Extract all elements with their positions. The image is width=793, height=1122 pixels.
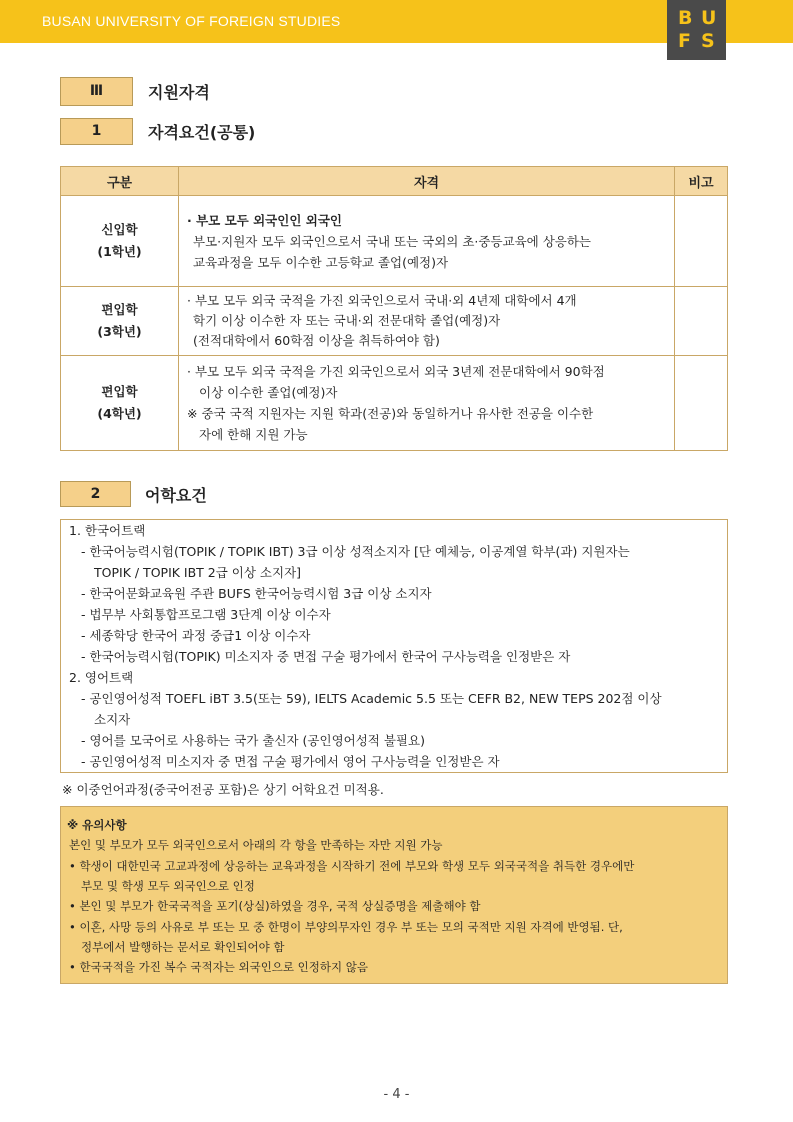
- qualification-cell: [179, 196, 675, 287]
- list-item: - 영어를 모국어로 사용하는 국가 출신자 (공인영어성적 불필요): [81, 733, 425, 748]
- header-category: 구분: [61, 167, 179, 196]
- category-cell: [61, 356, 179, 451]
- logo-letter: F: [678, 30, 691, 52]
- english-track-title: 2. 영어트랙: [69, 670, 134, 685]
- subsection-number-box: 1: [60, 118, 133, 145]
- list-item-continuation: 소지자: [94, 712, 131, 727]
- list-item-continuation: TOPIK / TOPIK IBT 2급 이상 소지자]: [94, 565, 302, 580]
- notice-item: • 본인 및 부모가 한국국적을 포기(상실)하였을 경우, 국적 상실증명을 제출해야 함: [69, 899, 481, 913]
- table-row: [61, 356, 728, 451]
- qualification-line: 학기 이상 이수한 자 또는 국내·외 전문대학 졸업(예정)자: [193, 313, 501, 328]
- notice-item-continuation: 정부에서 발행하는 문서로 확인되어야 함: [81, 940, 285, 954]
- category-label: 편입학: [101, 384, 138, 399]
- notice-box: [60, 806, 728, 984]
- qualification-line: · 부모 모두 외국인인 외국인: [187, 212, 342, 228]
- remarks-cell: [675, 356, 728, 451]
- qualification-line: · 부모 모두 외국 국적을 가진 외국인으로서 국내·외 4년제 대학에서 4개: [187, 293, 577, 308]
- category-cell: [61, 196, 179, 287]
- list-item: - 법무부 사회통합프로그램 3단계 이상 이수자: [81, 607, 331, 622]
- header-remarks: 비고: [675, 167, 728, 196]
- category-year: (3학년): [97, 324, 142, 339]
- qualification-line: ※ 중국 국적 지원자는 지원 학과(전공)와 동일하거나 유사한 전공을 이수한: [187, 406, 594, 421]
- korean-track-title: 1. 한국어트랙: [69, 523, 146, 538]
- subsection-title: 자격요건(공통): [148, 123, 256, 142]
- qualification-line: 이상 이수한 졸업(예정)자: [199, 385, 338, 400]
- bufs-logo: [667, 0, 726, 60]
- table-row: [61, 287, 728, 356]
- list-item: - 공인영어성적 미소지자 중 면접 구술 평가에서 영어 구사능력을 인정받은 자: [81, 754, 500, 769]
- qualification-line: 부모·지원자 모두 외국인으로서 국내 또는 국외의 초·중등교육에 상응하는: [193, 233, 592, 249]
- university-name: BUSAN UNIVERSITY OF FOREIGN STUDIES: [42, 13, 341, 29]
- list-item: - 세종학당 한국어 과정 중급1 이상 이수자: [81, 628, 311, 643]
- list-item: - 한국어능력시험(TOPIK) 미소지자 중 면접 구술 평가에서 한국어 구사능력을 인정받은 자: [81, 649, 571, 664]
- page-number: - 4 -: [383, 1087, 410, 1102]
- category-year: (4학년): [97, 406, 142, 421]
- notice-item: • 학생이 대한민국 고교과정에 상응하는 교육과정을 시작하기 전에 부모와 학생 모두 외국국적을 취득한 경우에만: [69, 859, 635, 873]
- notice-title: ※ 유의사항: [67, 818, 127, 832]
- qualification-line: (전적대학에서 60학점 이상을 취득하여야 함): [193, 333, 440, 348]
- table-header-row: [61, 167, 728, 196]
- remarks-cell: [675, 196, 728, 287]
- language-footnote: ※ 이중언어과정(중국어전공 포함)은 상기 어학요건 미적용.: [62, 782, 384, 797]
- qualification-line: 자에 한해 지원 가능: [199, 427, 308, 442]
- header-qualification: 자격: [179, 167, 675, 196]
- logo-letter: S: [701, 30, 715, 52]
- category-cell: [61, 287, 179, 356]
- section-title: 지원자격: [148, 83, 210, 102]
- notice-item: • 한국국적을 가진 복수 국적자는 외국인으로 인정하지 않음: [69, 960, 368, 974]
- logo-letter: B: [678, 7, 693, 29]
- language-requirements-box: [60, 519, 728, 773]
- list-item: - 한국어능력시험(TOPIK / TOPIK IBT) 3급 이상 성적소지자 [단 예체능, 이공계열 학부(과) 지원자는: [81, 544, 630, 559]
- notice-intro: 본인 및 부모가 모두 외국인으로서 아래의 각 항을 만족하는 자만 지원 가능: [69, 838, 443, 852]
- subsection-title: 어학요건: [145, 486, 207, 505]
- requirements-table: [60, 166, 728, 451]
- table-row: [61, 196, 728, 287]
- qualification-line: 교육과정을 모두 이수한 고등학교 졸업(예정)자: [193, 254, 449, 270]
- notice-item-continuation: 부모 및 학생 모두 외국인으로 인정: [81, 879, 255, 893]
- list-item: - 공인영어성적 TOEFL iBT 3.5(또는 59), IELTS Academic 5.5 또는 CEFR B2, NEW TEPS 202점 이상: [81, 691, 662, 706]
- category-label: 신입학: [101, 222, 138, 237]
- qualification-cell: [179, 287, 675, 356]
- logo-letter: U: [701, 7, 717, 29]
- category-label: 편입학: [101, 302, 138, 317]
- qualification-cell: [179, 356, 675, 451]
- remarks-cell: [675, 287, 728, 356]
- qualification-line: · 부모 모두 외국 국적을 가진 외국인으로서 외국 3년제 전문대학에서 90학점: [187, 364, 605, 379]
- list-item: - 한국어문화교육원 주관 BUFS 한국어능력시험 3급 이상 소지자: [81, 586, 432, 601]
- category-year: (1학년): [97, 244, 142, 259]
- notice-item: • 이혼, 사망 등의 사유로 부 또는 모 중 한명이 부양의무자인 경우 부 또는 모의 국적만 지원 자격에 반영됨. 단,: [69, 920, 623, 934]
- subsection-number-box: 2: [60, 481, 131, 507]
- section-number-box: Ⅲ: [60, 77, 133, 106]
